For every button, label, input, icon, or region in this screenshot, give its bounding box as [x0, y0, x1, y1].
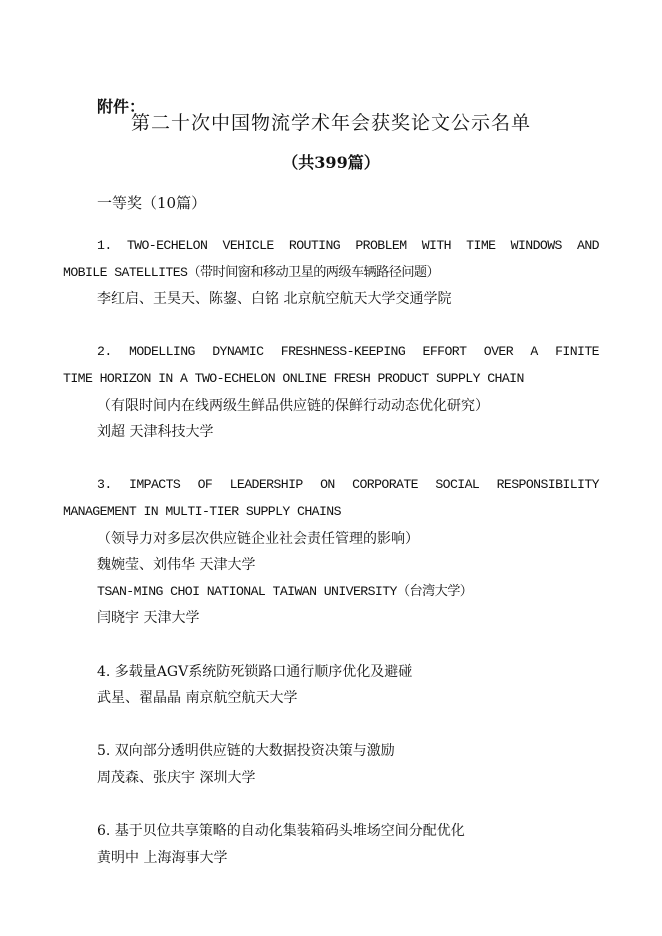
list-item [63, 659, 599, 712]
paper-title: 6. 基于贝位共享策略的自动化集装箱码头堆场空间分配优化 [97, 823, 465, 840]
paper-title: 3. IMPACTS OF LEADERSHIP ON CORPORATE SOCIAL RESPONSIBILITY [97, 477, 599, 493]
prize-heading: 一等奖（10篇） [97, 194, 207, 212]
paper-title: 1. TWO-ECHELON VEHICLE ROUTING PROBLEM WITH TIME WINDOWS AND [97, 238, 599, 253]
paper-authors: 武星、翟晶晶 南京航空航天大学 [97, 690, 298, 707]
list-item [63, 339, 599, 445]
list-item [63, 233, 599, 313]
paper-title: 5. 双向部分透明供应链的大数据投资决策与激励 [97, 743, 395, 760]
paper-title-cn: （有限时间内在线两级生鲜品供应链的保鲜行动动态优化研究） [97, 397, 489, 414]
paper-title: 2. MODELLING DYNAMIC FRESHNESS-KEEPING EFFORT OVER A FINITE [97, 344, 599, 360]
paper-authors: 闫晓宇 天津大学 [97, 610, 200, 627]
paper-title: MANAGEMENT IN MULTI-TIER SUPPLY CHAINS [63, 503, 341, 519]
document-title: 第二十次中国物流学术年会获奖论文公示名单 [130, 112, 531, 134]
paper-authors: TSAN-MING CHOI NATIONAL TAIWAN UNIVERSITY（台湾大学） [97, 583, 473, 599]
award-list [63, 233, 599, 871]
attachment-label: 附件： [97, 97, 146, 116]
paper-title: MOBILE SATELLITES（带时间窗和移动卫星的两级车辆路径问题） [63, 264, 440, 280]
paper-title: 4. 多载量AGV系统防死锁路口通行顺序优化及避碰 [97, 663, 413, 680]
paper-authors: 李红启、王昊天、陈鋆、白铭 北京航空航天大学交通学院 [97, 291, 452, 308]
paper-authors: 魏婉莹、刘伟华 天津大学 [97, 557, 256, 574]
list-item [63, 738, 599, 791]
paper-authors: 刘超 天津科技大学 [97, 424, 214, 441]
list-item [63, 472, 599, 632]
paper-authors: 黄明中 上海海事大学 [97, 849, 228, 866]
paper-authors: 周茂森、张庆宇 深圳大学 [97, 769, 256, 786]
paper-title: TIME HORIZON IN A TWO-ECHELON ONLINE FRESH PRODUCT SUPPLY CHAIN [63, 370, 524, 386]
total-count: （共399篇） [282, 153, 380, 172]
paper-title-cn: （领导力对多层次供应链企业社会责任管理的影响） [97, 530, 419, 547]
list-item [63, 818, 599, 871]
